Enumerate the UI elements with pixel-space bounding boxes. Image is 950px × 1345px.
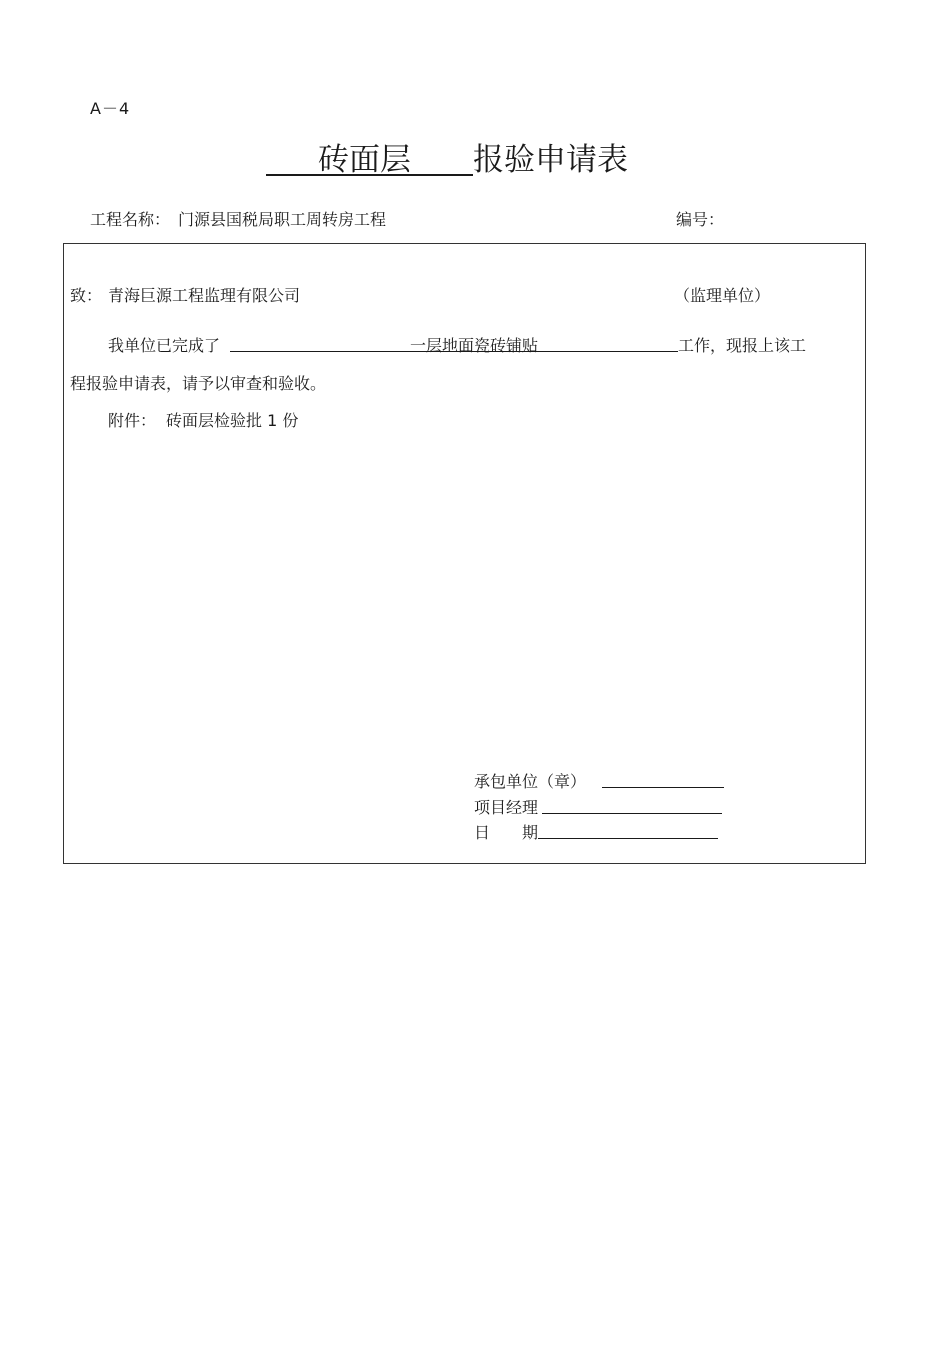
work-blank-left — [230, 333, 410, 352]
body-line-2: 程报验申请表，请予以审查和验收。 — [70, 374, 327, 393]
date-line — [538, 820, 718, 839]
date-row — [474, 820, 718, 843]
to-label: 致： — [70, 286, 103, 305]
body-line-1 — [108, 333, 806, 356]
contractor-label: 承包单位（章） — [474, 772, 587, 791]
attachment-row — [108, 408, 298, 431]
number-row — [676, 207, 724, 230]
date-label: 日 期 — [474, 823, 539, 842]
title-blank-right — [411, 140, 473, 176]
contractor-signature-line — [602, 769, 724, 788]
title-suffix: 报验申请表 — [473, 142, 628, 178]
project-name: 门源县国税局职工周转房工程 — [178, 210, 387, 229]
addressee-row — [70, 283, 300, 306]
supervision-unit-label: （监理单位） — [674, 286, 771, 305]
project-label: 工程名称： — [90, 210, 171, 229]
to-company: 青海巨源工程监理有限公司 — [108, 286, 301, 305]
work-blank-right — [538, 333, 678, 352]
manager-signature-row — [474, 795, 722, 818]
manager-signature-line — [542, 795, 722, 814]
body-prefix: 我单位已完成了 — [108, 336, 221, 355]
number-label: 编号： — [676, 210, 725, 229]
attachment-content: 砖面层检验批 1 份 — [166, 411, 299, 430]
form-code: A－4 — [90, 99, 131, 118]
body-suffix: 工作，现报上该工 — [678, 336, 807, 355]
title-blank-left — [266, 140, 318, 176]
project-row — [90, 207, 386, 230]
page-title — [266, 140, 628, 180]
title-subject: 砖面层 — [318, 142, 411, 178]
work-item: 一层地面瓷砖铺贴 — [410, 333, 538, 352]
manager-label: 项目经理 — [474, 798, 539, 817]
attachment-label: 附件： — [108, 411, 157, 430]
contractor-signature-row — [474, 769, 724, 792]
